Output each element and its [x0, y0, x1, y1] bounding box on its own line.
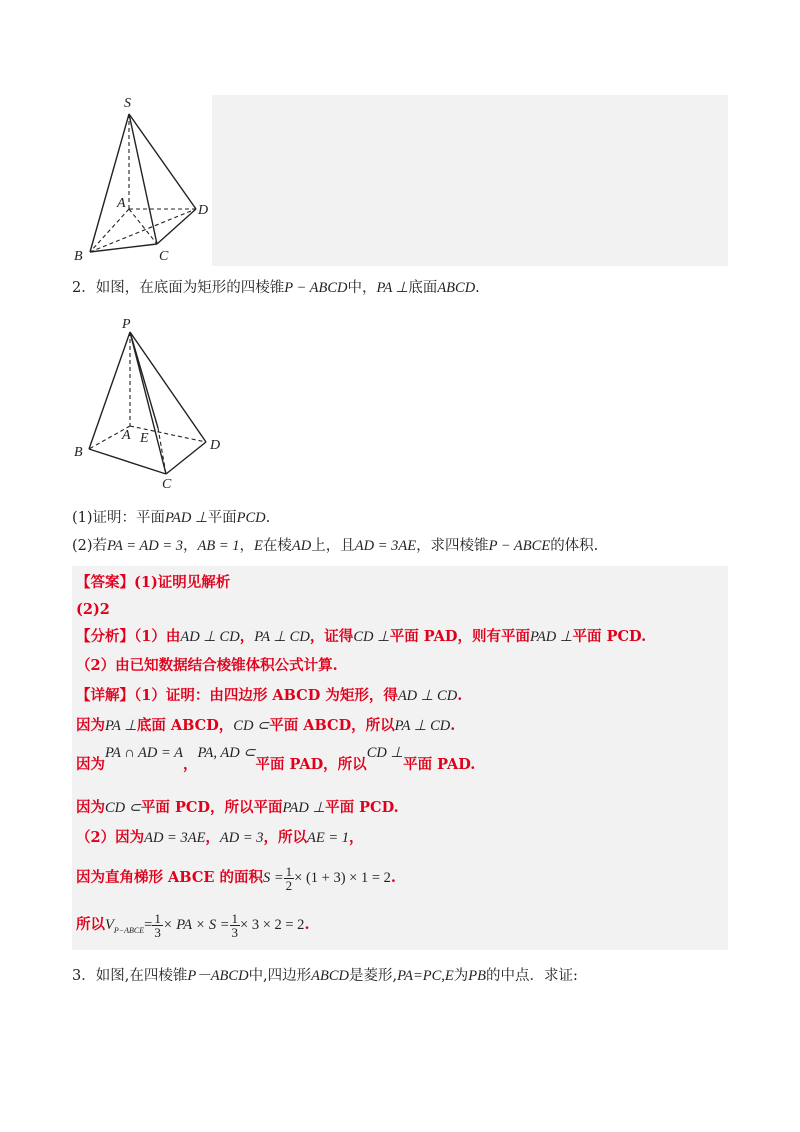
solution-line: 所以$V_{P-ABCE}=$ $\frac{1}{3}$ × PA × S = $\frac{1}{3}$ × 3 × 2 = 2. — [76, 910, 310, 940]
math: ABCD — [437, 280, 476, 296]
label-e: E — [140, 431, 149, 446]
fraction: $\frac{1}{3}$ — [154, 910, 161, 940]
solution-line: 因为PA ∩ AD = A，PA, AD ⊂平面 PAD，所以CD ⊥平面 PAD. — [76, 745, 476, 773]
math: AD = 3AE — [354, 538, 417, 554]
answer-line: 【答案】(1)证明见解析 — [76, 574, 231, 591]
solution-line: 因为PA ⊥底面 ABCD，CD ⊂平面 ABCD，所以PA ⊥ CD. — [76, 717, 456, 734]
math: P − ABCE — [488, 538, 551, 554]
label-b: B — [74, 249, 83, 264]
label-c: C — [162, 477, 172, 492]
answer-line: (2)2 — [76, 601, 110, 618]
question-text: . — [265, 510, 271, 526]
math: PA ⊥ — [376, 280, 409, 296]
question-2-part-1 — [72, 508, 270, 528]
figure-pyramid-p-abcd — [70, 312, 230, 492]
solution-line: 因为CD ⊂平面 PCD，所以平面PAD ⊥平面 PCD. — [76, 799, 399, 816]
fraction: $\frac{1}{2}$ — [285, 863, 293, 893]
solution-line: 因为直角梯形 ABCE 的面积S = $\frac{1}{2}$ × (1 + 3) × 1 = 2. — [76, 863, 396, 893]
question-text: 中,四边形 — [248, 968, 312, 984]
question-text: 在棱 — [262, 538, 292, 554]
question-2 — [72, 278, 480, 298]
question-text: 上，且 — [311, 538, 355, 554]
question-text: ，求四棱锥 — [416, 538, 489, 554]
math: PB — [468, 968, 486, 984]
question-text: ， — [239, 538, 255, 554]
label-b: B — [74, 445, 83, 460]
question-text: 的体积. — [550, 538, 599, 554]
label-s: S — [124, 96, 131, 111]
question-text: ， — [183, 538, 198, 554]
label-a: A — [117, 196, 126, 211]
math: PA=PC,E — [397, 968, 454, 984]
question-text: . — [475, 280, 480, 296]
question-text: (1)证明：平面 — [72, 510, 166, 526]
label-a: A — [122, 428, 131, 443]
label-d: D — [198, 203, 209, 218]
question-3 — [72, 966, 578, 986]
math: E — [254, 538, 263, 554]
question-text: 底面 — [408, 280, 438, 296]
question-text: 的中点．求证: — [486, 968, 578, 984]
question-text: 如图,在四棱锥 — [95, 968, 188, 984]
math: PCD — [236, 510, 266, 526]
label-d: D — [210, 438, 221, 453]
question-text: 中， — [347, 280, 377, 296]
question-text: (2)若 — [72, 538, 108, 554]
answer-area-top — [212, 95, 728, 266]
math: P－ABCD — [187, 968, 249, 984]
question-text: 为 — [453, 968, 469, 984]
math: P − ABCD — [284, 280, 348, 296]
question-text: 平面 — [207, 510, 237, 526]
fraction: $\frac{1}{3}$ — [231, 910, 239, 940]
question-text: 是菱形, — [349, 968, 398, 984]
analysis-line: （2）由已知数据结合棱锥体积公式计算. — [76, 657, 338, 674]
math: AB = 1 — [197, 538, 240, 554]
label-p: P — [122, 317, 131, 332]
figure-pyramid-s-abcd — [70, 92, 220, 267]
question-number: 3． — [72, 968, 96, 984]
math: PA = AD = 3 — [107, 538, 184, 554]
math: AD — [291, 538, 312, 554]
solution-line: 【详解】（1）证明：由四边形 ABCD 为矩形，得AD ⊥ CD. — [76, 687, 463, 704]
math: PAD ⊥ — [165, 510, 208, 526]
question-2-part-2 — [72, 536, 598, 556]
solution-line: （2）因为AD = 3AE，AD = 3，所以AE = 1， — [76, 829, 364, 846]
question-number: 2． — [72, 280, 96, 296]
question-text: 如图，在底面为矩形的四棱锥 — [95, 280, 285, 296]
analysis-line: 【分析】（1）由AD ⊥ CD，PA ⊥ CD，证得CD ⊥平面 PAD，则有平面PAD ⊥平面 PCD. — [76, 628, 647, 645]
label-c: C — [159, 249, 169, 264]
math: ABCD — [311, 968, 350, 984]
